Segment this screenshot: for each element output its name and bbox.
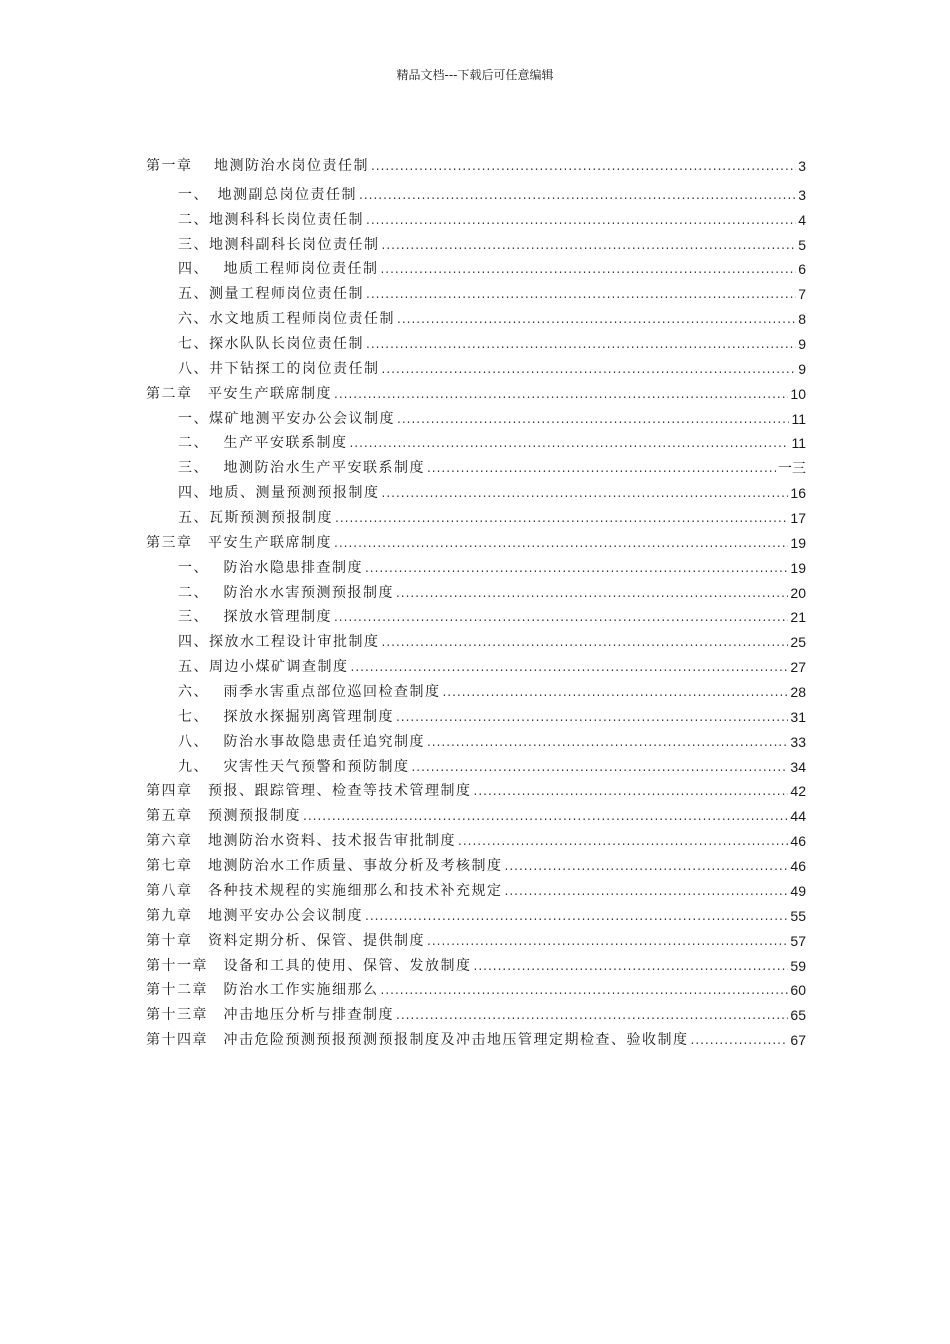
toc-entry-title: 五、瓦斯预测预报制度 xyxy=(178,510,333,527)
toc-entry-title: 一、煤矿地测平安办公会议制度 xyxy=(178,410,395,427)
toc-entry[interactable] xyxy=(146,453,806,478)
toc-entry-title: 一、 地测副总岗位责任制 xyxy=(178,186,357,203)
toc-entry-page-number: 55 xyxy=(790,907,806,924)
toc-entry-page-number: 57 xyxy=(790,932,806,949)
toc-entry[interactable] xyxy=(146,528,806,553)
toc-entry[interactable] xyxy=(146,677,806,702)
toc-dot-leader xyxy=(349,433,789,453)
toc-dot-leader xyxy=(382,632,789,652)
toc-dot-leader xyxy=(505,856,789,876)
toc-entry-page-number: 3 xyxy=(798,186,806,203)
toc-entry[interactable] xyxy=(146,354,806,379)
toc-dot-leader xyxy=(474,956,789,976)
toc-entry-title: 一、 防治水隐患排查制度 xyxy=(178,559,363,576)
toc-entry[interactable] xyxy=(146,205,806,230)
toc-entry-title: 第十二章 防治水工作实施细那么 xyxy=(146,982,379,999)
toc-dot-leader xyxy=(303,806,788,826)
toc-dot-leader xyxy=(397,309,796,329)
toc-entry-page-number: 6 xyxy=(798,261,806,278)
toc-dot-leader xyxy=(366,334,796,354)
toc-entry[interactable] xyxy=(146,976,806,1001)
toc-entry-page-number: 7 xyxy=(798,286,806,303)
toc-entry-page-number: 9 xyxy=(798,360,806,377)
toc-dot-leader xyxy=(334,384,788,404)
toc-entry-title: 三、 地测防治水生产平安联系制度 xyxy=(178,460,425,477)
toc-entry[interactable] xyxy=(146,752,806,777)
toc-entry[interactable] xyxy=(146,951,806,976)
toc-dot-leader xyxy=(359,185,796,205)
toc-entry-title: 第二章 平安生产联席制度 xyxy=(146,385,332,402)
toc-entry[interactable] xyxy=(146,304,806,329)
toc-entry-page-number: 31 xyxy=(790,708,806,725)
toc-entry[interactable] xyxy=(146,180,806,205)
toc-entry-page-number: 19 xyxy=(790,559,806,576)
toc-entry-page-number: 17 xyxy=(790,510,806,527)
toc-entry[interactable] xyxy=(146,478,806,503)
toc-entry[interactable] xyxy=(146,727,806,752)
toc-entry-title: 六、水文地质工程师岗位责任制 xyxy=(178,311,395,328)
toc-entry[interactable] xyxy=(146,652,806,677)
toc-dot-leader xyxy=(382,235,797,255)
toc-entry-title: 二、 生产平安联系制度 xyxy=(178,435,348,452)
toc-entry[interactable] xyxy=(146,901,806,926)
toc-entry-title: 第十一章 设备和工具的使用、保管、发放制度 xyxy=(146,957,472,974)
toc-dot-leader xyxy=(427,931,788,951)
toc-entry-page-number: 10 xyxy=(790,385,806,402)
toc-entry-page-number: 49 xyxy=(790,882,806,899)
toc-entry-page-number: 60 xyxy=(790,982,806,999)
toc-entry-page-number: 34 xyxy=(790,758,806,775)
toc-entry-title: 八、井下钻探工的岗位责任制 xyxy=(178,360,380,377)
toc-entry-title: 八、 防治水事故隐患责任追究制度 xyxy=(178,733,425,750)
toc-entry-title: 第三章 平安生产联席制度 xyxy=(146,534,332,551)
toc-entry[interactable] xyxy=(146,404,806,429)
toc-dot-leader xyxy=(381,980,789,1000)
toc-entry[interactable] xyxy=(146,578,806,603)
toc-dot-leader xyxy=(397,409,789,429)
toc-entry-title: 第一章 地测防治水岗位责任制 xyxy=(146,158,369,174)
page-header: 精品文档---下载后可任意编辑 xyxy=(396,68,554,82)
toc-entry-page-number: 4 xyxy=(798,211,806,228)
toc-dot-leader xyxy=(366,284,796,304)
toc-entry-title: 第五章 预测预报制度 xyxy=(146,808,301,825)
toc-dot-leader xyxy=(691,1030,789,1050)
toc-entry-page-number: 11 xyxy=(791,435,806,452)
toc-dot-leader xyxy=(474,781,789,801)
toc-dot-leader xyxy=(427,458,776,478)
toc-entry[interactable] xyxy=(146,329,806,354)
toc-dot-leader xyxy=(411,757,788,777)
toc-entry-title: 第七章 地测防治水工作质量、事故分析及考核制度 xyxy=(146,858,503,875)
toc-dot-leader xyxy=(396,707,788,727)
toc-entry-title: 第四章 预报、跟踪管理、检查等技术管理制度 xyxy=(146,783,472,800)
toc-entry-title: 七、 探放水探掘别离管理制度 xyxy=(178,708,394,725)
toc-entry-page-number: 20 xyxy=(790,584,806,601)
toc-dot-leader xyxy=(442,682,788,702)
toc-entry-page-number: 3 xyxy=(798,158,806,174)
toc-entry-page-number: 9 xyxy=(798,336,806,353)
toc-entry[interactable] xyxy=(146,801,806,826)
toc-dot-leader xyxy=(396,583,788,603)
toc-dot-leader xyxy=(365,906,788,926)
toc-entry[interactable] xyxy=(146,1000,806,1025)
toc-entry-title: 四、地质、测量预测预报制度 xyxy=(178,485,380,502)
table-of-contents xyxy=(146,144,806,1050)
toc-entry-title: 二、 防治水水害预测预报制度 xyxy=(178,584,394,601)
toc-entry-title: 第十章 资料定期分析、保管、提供制度 xyxy=(146,932,425,949)
toc-entry-page-number: 5 xyxy=(798,236,806,253)
toc-entry-page-number: 67 xyxy=(790,1032,806,1049)
toc-entry-title: 第十四章 冲击危险预测预报预测预报制度及冲击地压管理定期检查、验收制度 xyxy=(146,1032,689,1049)
toc-entry-page-number: 44 xyxy=(790,808,806,825)
toc-entry-page-number: 一三 xyxy=(778,460,806,477)
toc-entry-title: 第十三章 冲击地压分析与排查制度 xyxy=(146,1007,394,1024)
toc-entry[interactable] xyxy=(146,603,806,628)
toc-dot-leader xyxy=(365,558,788,578)
toc-entry-title: 第九章 地测平安办公会议制度 xyxy=(146,907,363,924)
toc-entry-page-number: 21 xyxy=(790,609,806,626)
toc-entry-page-number: 16 xyxy=(790,485,806,502)
toc-entry-title: 四、探放水工程设计审批制度 xyxy=(178,634,380,651)
toc-entry-title: 九、 灾害性天气预警和预防制度 xyxy=(178,758,410,775)
toc-entry[interactable] xyxy=(146,777,806,802)
toc-entry-page-number: 8 xyxy=(798,311,806,328)
toc-dot-leader xyxy=(382,483,789,503)
toc-entry-title: 二、地测科科长岗位责任制 xyxy=(178,211,364,228)
toc-entry-page-number: 25 xyxy=(790,634,806,651)
toc-entry[interactable] xyxy=(146,503,806,528)
toc-dot-leader xyxy=(334,533,788,553)
toc-entry[interactable] xyxy=(146,379,806,404)
toc-entry-title: 七、探水队队长岗位责任制 xyxy=(178,336,364,353)
toc-entry-title: 三、 探放水管理制度 xyxy=(178,609,332,626)
toc-dot-leader xyxy=(458,831,788,851)
toc-entry[interactable] xyxy=(146,144,806,176)
toc-entry-page-number: 46 xyxy=(790,833,806,850)
toc-entry-title: 三、地测科副科长岗位责任制 xyxy=(178,236,380,253)
toc-entry-title: 五、周边小煤矿调查制度 xyxy=(178,659,349,676)
toc-entry-title: 五、测量工程师岗位责任制 xyxy=(178,286,364,303)
toc-entry-page-number: 65 xyxy=(790,1007,806,1024)
toc-entry-page-number: 46 xyxy=(790,858,806,875)
toc-dot-leader xyxy=(371,156,796,176)
toc-dot-leader xyxy=(335,508,788,528)
toc-entry-page-number: 42 xyxy=(790,783,806,800)
toc-entry-page-number: 59 xyxy=(790,957,806,974)
toc-dot-leader xyxy=(351,657,789,677)
toc-entry-page-number: 27 xyxy=(790,659,806,676)
toc-entry-page-number: 19 xyxy=(790,534,806,551)
toc-dot-leader xyxy=(505,881,789,901)
toc-entry[interactable] xyxy=(146,230,806,255)
toc-entry[interactable] xyxy=(146,876,806,901)
toc-entry-page-number: 33 xyxy=(790,733,806,750)
toc-dot-leader xyxy=(380,259,796,279)
toc-dot-leader xyxy=(396,1005,788,1025)
toc-entry[interactable] xyxy=(146,826,806,851)
toc-dot-leader xyxy=(334,607,788,627)
toc-entry-page-number: 11 xyxy=(791,410,806,427)
toc-dot-leader xyxy=(382,359,797,379)
toc-dot-leader xyxy=(427,732,788,752)
toc-entry[interactable] xyxy=(146,553,806,578)
toc-dot-leader xyxy=(366,210,796,230)
toc-entry[interactable] xyxy=(146,627,806,652)
toc-entry[interactable] xyxy=(146,279,806,304)
toc-entry[interactable] xyxy=(146,851,806,876)
toc-entry-title: 第六章 地测防治水资料、技术报告审批制度 xyxy=(146,833,456,850)
toc-entry-title: 六、 雨季水害重点部位巡回检查制度 xyxy=(178,684,441,701)
toc-entry[interactable] xyxy=(146,1025,806,1050)
toc-entry[interactable] xyxy=(146,926,806,951)
toc-entry-title: 四、 地质工程师岗位责任制 xyxy=(178,261,379,278)
toc-entry[interactable] xyxy=(146,429,806,454)
toc-entry[interactable] xyxy=(146,255,806,280)
toc-entry[interactable] xyxy=(146,702,806,727)
toc-entry-page-number: 28 xyxy=(790,684,806,701)
toc-entry-title: 第八章 各种技术规程的实施细那么和技术补充规定 xyxy=(146,882,503,899)
